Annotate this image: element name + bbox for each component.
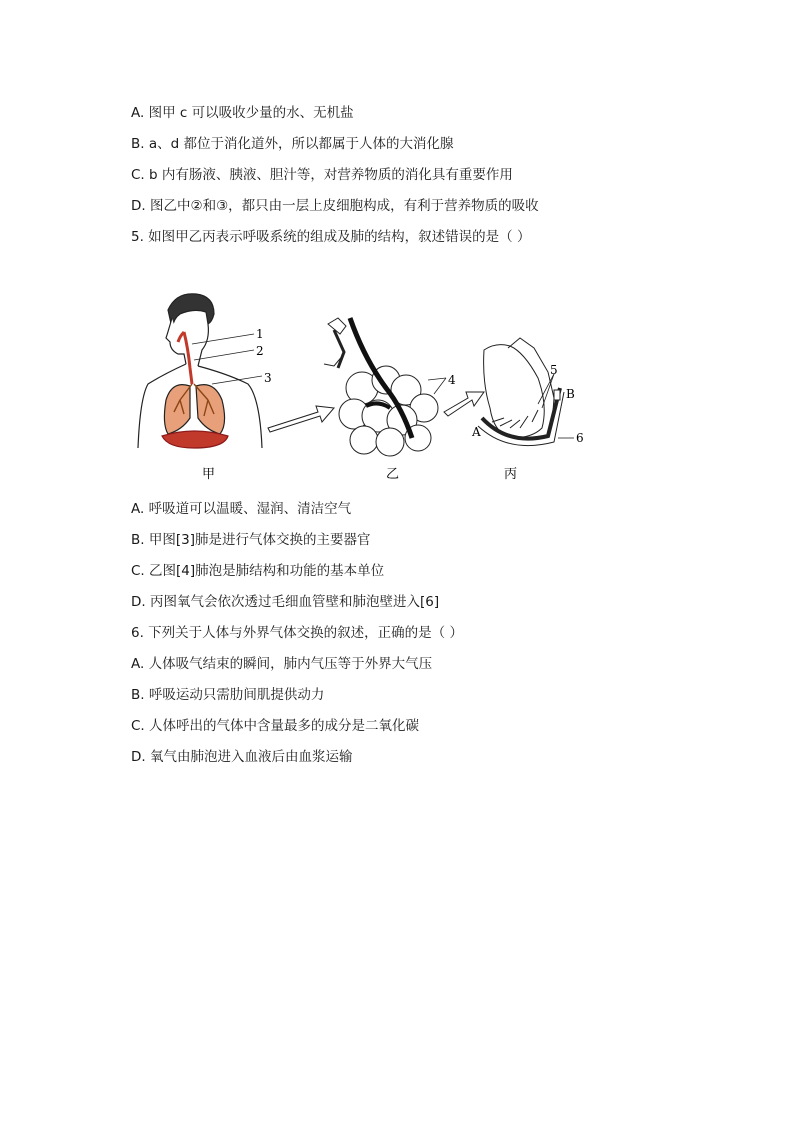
label-B: B — [566, 387, 575, 401]
q4-option-b: B. a、d 都位于消化道外，所以都属于人体的大消化腺 — [131, 136, 454, 152]
q6-option-d: D. 氧气由肺泡进入血液后由血浆运输 — [131, 749, 353, 765]
label-A: A — [472, 425, 481, 439]
q4-option-a: A. 图甲 c 可以吸收少量的水、无机盐 — [131, 105, 354, 121]
arrow-icon — [268, 406, 334, 432]
arrow-icon-2 — [444, 392, 484, 416]
respiratory-figure — [128, 288, 598, 488]
respiratory-diagram — [128, 288, 598, 488]
torso-illustration — [138, 294, 262, 448]
label-5: 5 — [550, 363, 558, 377]
q6-option-a: A. 人体吸气结束的瞬间，肺内气压等于外界大气压 — [131, 656, 433, 672]
label-jia: 甲 — [202, 467, 216, 482]
q5-option-d: D. 丙图氧气会依次透过毛细血管壁和肺泡壁进入[6] — [131, 594, 440, 610]
label-4: 4 — [448, 373, 456, 387]
q5-stem: 5. 如图甲乙丙表示呼吸系统的组成及肺的结构，叙述错误的是（ ） — [131, 229, 531, 245]
q4-option-c: C. b 内有肠液、胰液、胆汁等，对营养物质的消化具有重要作用 — [131, 167, 513, 183]
label-bing: 丙 — [504, 467, 518, 482]
q5-option-c: C. 乙图[4]肺泡是肺结构和功能的基本单位 — [131, 563, 385, 579]
label-1: 1 — [256, 327, 264, 341]
label-2: 2 — [256, 344, 264, 358]
q5-option-a: A. 呼吸道可以温暖、湿润、清洁空气 — [131, 501, 352, 517]
q5-option-b: B. 甲图[3]肺是进行气体交换的主要器官 — [131, 532, 371, 548]
q6-option-b: B. 呼吸运动只需肋间肌提供动力 — [131, 687, 325, 703]
label-6: 6 — [576, 431, 584, 445]
label-3: 3 — [264, 371, 272, 385]
q6-option-c: C. 人体呼出的气体中含量最多的成分是二氧化碳 — [131, 718, 420, 734]
label-yi: 乙 — [386, 467, 400, 482]
q4-option-d: D. 图乙中②和③，都只由一层上皮细胞构成，有利于营养物质的吸收 — [131, 198, 539, 214]
alveolus-detail — [478, 338, 574, 446]
alveoli-illustration — [324, 318, 446, 456]
q6-stem: 6. 下列关于人体与外界气体交换的叙述，正确的是（ ） — [131, 625, 463, 641]
